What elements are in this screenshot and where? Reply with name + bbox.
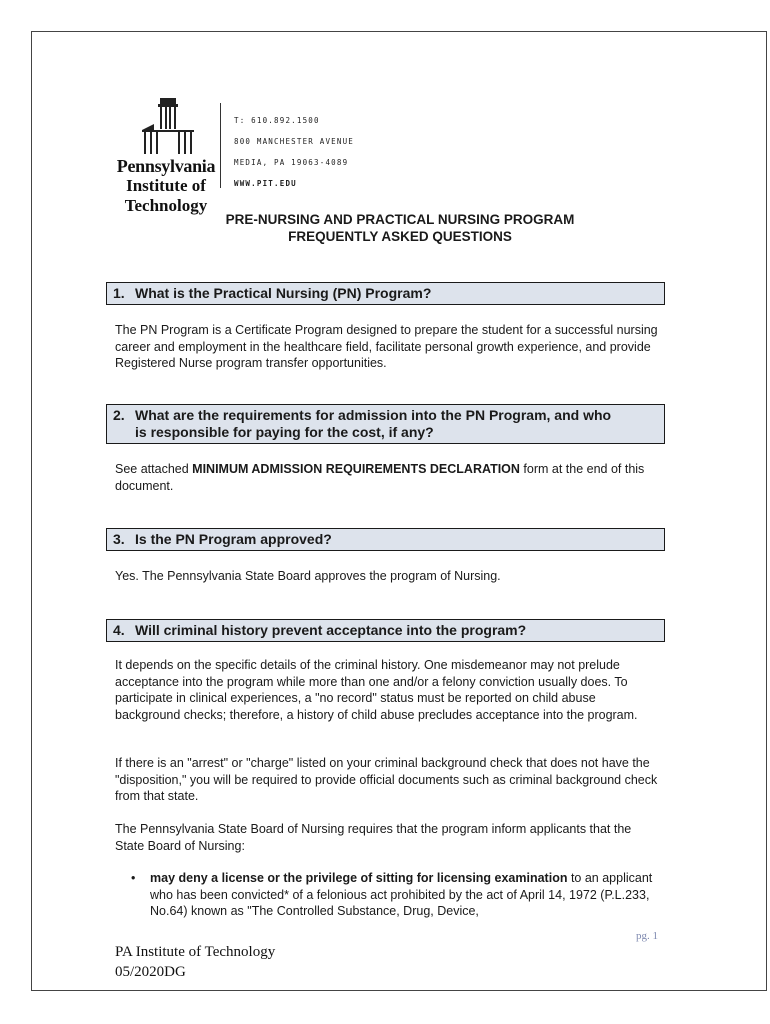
footer-line-1: PA Institute of Technology <box>115 944 276 960</box>
title-line-1: PRE-NURSING AND PRACTICAL NURSING PROGRAM <box>225 212 575 227</box>
answer-2-post: form at the end of this document. <box>115 462 645 493</box>
logo-line-1: Pennsylvania <box>116 156 216 176</box>
pit-logo <box>110 94 222 222</box>
answer-2-pre: See attached <box>115 462 193 476</box>
question-1-number: 1. <box>113 285 125 301</box>
answer-4-paragraph-3: The Pennsylvania State Board of Nursing requires that the program inform applicants that the State Board of Nursing: <box>115 822 632 853</box>
question-4-number: 4. <box>113 622 125 638</box>
answer-1: The PN Program is a Certificate Program designed to prepare the student for a successful nursing career and employment in the healthcare field, facilitate personal growth experience, and provide Registered Nurse program transfer opportunities. <box>115 323 658 370</box>
question-1-header <box>106 282 665 305</box>
answer-3: Yes. The Pennsylvania State Board approves the program of Nursing. <box>115 569 501 583</box>
answer-4-paragraph-2: If there is an "arrest" or "charge" listed on your criminal background check that does not have the "disposition," you will be required to provide official documents such as criminal background check from that state. <box>115 756 658 803</box>
letterhead-divider <box>220 103 221 188</box>
question-4-text: Will criminal history prevent acceptance into the program? <box>135 622 527 638</box>
question-3-number: 3. <box>113 531 125 547</box>
bullet-rest-text: to an applicant who has been convicted* of a felonious act prohibited by the act of April 14, 1972 (P.L.233, No.64) known as "The Controlled Substance, Drug, Device, <box>150 871 653 918</box>
bullet-item <box>131 870 661 920</box>
question-1-text: What is the Practical Nursing (PN) Program? <box>135 285 432 301</box>
website-text: WWW.PIT.EDU <box>234 179 297 188</box>
city-text: MEDIA, PA 19063-4089 <box>234 158 349 167</box>
question-3-header <box>106 528 665 551</box>
admission-declaration-reference: MINIMUM ADMISSION REQUIREMENTS DECLARATION <box>192 462 520 476</box>
footer <box>115 942 275 982</box>
bullet-bold-text: may deny a license or the privilege of sitting for licensing examination <box>150 871 568 885</box>
question-2-text-line-2: is responsible for paying for the cost, if any? <box>135 424 434 440</box>
document-page <box>31 31 767 991</box>
bullet-text <box>131 870 661 920</box>
phone-text: T: 610.892.1500 <box>234 116 320 125</box>
logo-line-2: Institute of <box>126 176 206 195</box>
question-2-number: 2. <box>113 407 125 423</box>
street-text: 800 MANCHESTER AVENUE <box>234 137 355 146</box>
question-3-text: Is the PN Program approved? <box>135 531 332 547</box>
contact-block <box>234 110 354 194</box>
answer-2 <box>115 461 655 494</box>
question-2-header <box>106 404 665 444</box>
document-title <box>32 211 768 245</box>
building-logo-icon <box>140 94 196 156</box>
page-number: pg. 1 <box>636 930 658 942</box>
logo-wordmark <box>110 156 222 216</box>
title-line-2: FREQUENTLY ASKED QUESTIONS <box>288 229 512 244</box>
answer-4-paragraph-1: It depends on the specific details of the criminal history. One misdemeanor may not prelude acceptance into the program while more than one and/or a felony conviction usually does. To participate in clinical experiences, a "no record" status must be reported on child abuse background checks; therefore, a history of child abuse precludes acceptance into the program. <box>115 658 638 722</box>
question-2-text-line-1: What are the requirements for admission into the PN Program, and who <box>135 407 612 423</box>
logo-line-3: Technology <box>124 196 208 215</box>
bullet-dot-icon: • <box>131 871 136 885</box>
footer-line-2: 05/2020DG <box>115 964 186 980</box>
question-4-header <box>106 619 665 642</box>
